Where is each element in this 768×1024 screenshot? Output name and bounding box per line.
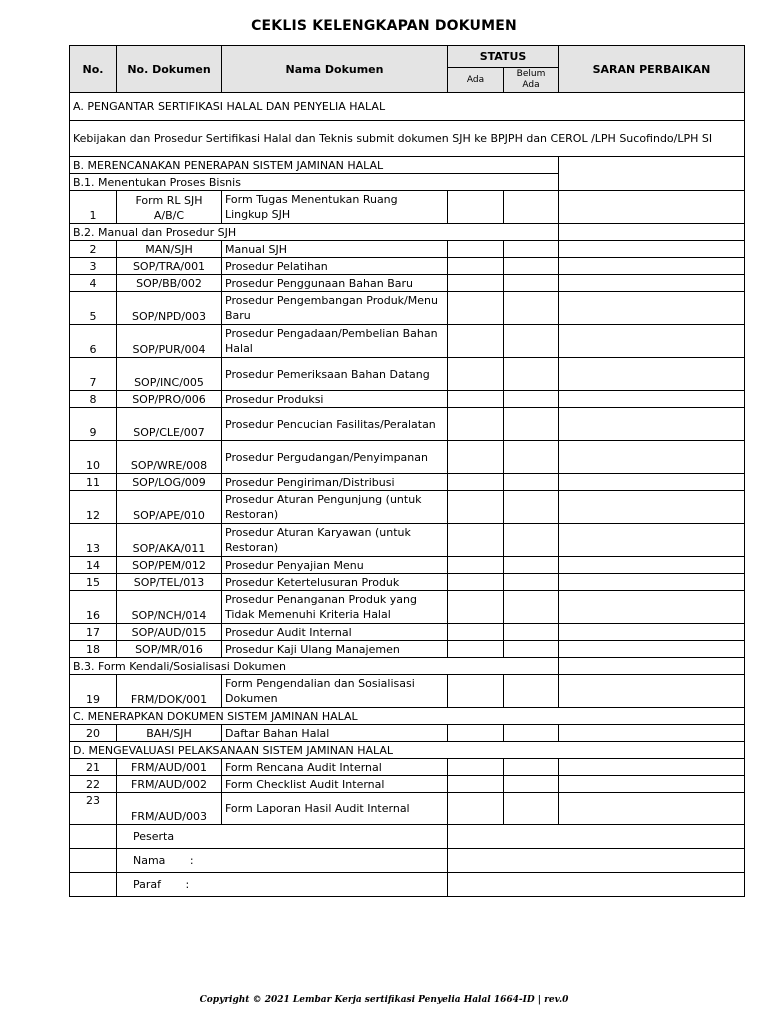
row-document-name: Prosedur Pemeriksaan Bahan Datang	[222, 358, 448, 391]
row-status-ada	[448, 191, 504, 224]
table-row	[70, 292, 745, 325]
row-status-belum-ada	[504, 241, 559, 258]
row-status-belum-ada	[504, 557, 559, 574]
table-row	[70, 191, 745, 224]
row-saran	[559, 391, 745, 408]
row-status-belum-ada	[504, 776, 559, 793]
row-status-belum-ada	[504, 358, 559, 391]
row-saran	[559, 641, 745, 658]
row-document-code: FRM/DOK/001	[117, 675, 222, 708]
row-document-name: Prosedur Kaji Ulang Manajemen	[222, 641, 448, 658]
signature-nama-blank	[70, 849, 117, 873]
table-row	[70, 491, 745, 524]
row-document-code: SOP/INC/005	[117, 358, 222, 391]
row-document-name: Prosedur Penggunaan Bahan Baru	[222, 275, 448, 292]
row-document-code: SOP/PRO/006	[117, 391, 222, 408]
row-document-name: Prosedur Pencucian Fasilitas/Peralatan	[222, 408, 448, 441]
row-status-ada	[448, 793, 504, 825]
row-status-ada	[448, 258, 504, 275]
table-row	[70, 725, 745, 742]
row-document-name: Form Pengendalian dan Sosialisasi Dokumen	[222, 675, 448, 708]
header-status: STATUS	[448, 46, 559, 68]
row-status-belum-ada	[504, 641, 559, 658]
section-d: D. MENGEVALUASI PELAKSANAAN SISTEM JAMINAN HALAL	[70, 742, 745, 759]
row-saran	[559, 524, 745, 557]
signature-paraf-value	[448, 873, 745, 897]
row-document-name: Prosedur Pelatihan	[222, 258, 448, 275]
row-number: 7	[70, 358, 117, 391]
row-document-name: Prosedur Pengiriman/Distribusi	[222, 474, 448, 491]
row-number: 11	[70, 474, 117, 491]
row-status-belum-ada	[504, 725, 559, 742]
row-saran	[559, 474, 745, 491]
row-document-code: Form RL SJH A/B/C	[117, 191, 222, 224]
row-number: 2	[70, 241, 117, 258]
row-document-name: Form Laporan Hasil Audit Internal	[222, 793, 448, 825]
row-status-ada	[448, 358, 504, 391]
row-status-belum-ada	[504, 675, 559, 708]
row-document-name: Prosedur Penanganan Produk yang Tidak Memenuhi Kriteria Halal	[222, 591, 448, 624]
row-status-ada	[448, 557, 504, 574]
header-nama-dokumen: Nama Dokumen	[222, 46, 448, 93]
row-status-ada	[448, 624, 504, 641]
row-status-ada	[448, 776, 504, 793]
row-status-ada	[448, 391, 504, 408]
row-saran	[559, 408, 745, 441]
row-status-belum-ada	[504, 275, 559, 292]
row-saran	[559, 759, 745, 776]
row-status-belum-ada	[504, 574, 559, 591]
section-c: C. MENERAPKAN DOKUMEN SISTEM JAMINAN HALAL	[70, 708, 745, 725]
checklist-table	[69, 45, 745, 897]
signature-peserta-value	[448, 825, 745, 849]
row-saran	[559, 624, 745, 641]
table-row	[70, 358, 745, 391]
row-status-ada	[448, 675, 504, 708]
row-number: 21	[70, 759, 117, 776]
row-status-belum-ada	[504, 408, 559, 441]
row-status-ada	[448, 408, 504, 441]
row-document-name: Prosedur Pengembangan Produk/Menu Baru	[222, 292, 448, 325]
row-document-code: MAN/SJH	[117, 241, 222, 258]
row-status-ada	[448, 641, 504, 658]
row-status-belum-ada	[504, 258, 559, 275]
row-document-code: SOP/AKA/011	[117, 524, 222, 557]
row-status-ada	[448, 491, 504, 524]
row-saran	[559, 491, 745, 524]
header-no-dokumen: No. Dokumen	[117, 46, 222, 93]
row-document-name: Prosedur Pengadaan/Pembelian Bahan Halal	[222, 325, 448, 358]
footer-copyright: Copyright © 2021 Lembar Kerja sertifikasi Penyelia Halal 1664-ID | rev.0	[199, 995, 569, 1005]
row-saran	[559, 591, 745, 624]
row-document-code: SOP/AUD/015	[117, 624, 222, 641]
row-number: 8	[70, 391, 117, 408]
page-title: CEKLIS KELENGKAPAN DOKUMEN	[251, 18, 517, 34]
row-number: 13	[70, 524, 117, 557]
row-status-belum-ada	[504, 391, 559, 408]
row-document-code: FRM/AUD/002	[117, 776, 222, 793]
row-status-belum-ada	[504, 591, 559, 624]
row-number: 6	[70, 325, 117, 358]
row-document-name: Prosedur Pergudangan/Penyimpanan	[222, 441, 448, 474]
row-document-code: SOP/BB/002	[117, 275, 222, 292]
row-number: 16	[70, 591, 117, 624]
row-status-ada	[448, 275, 504, 292]
row-number: 12	[70, 491, 117, 524]
signature-paraf-label: Paraf :	[117, 873, 448, 897]
subsection-b2: B.2. Manual dan Prosedur SJH	[70, 224, 559, 241]
table-row	[70, 675, 745, 708]
row-status-belum-ada	[504, 441, 559, 474]
row-number: 5	[70, 292, 117, 325]
table-row	[70, 574, 745, 591]
table-row	[70, 776, 745, 793]
table-row	[70, 591, 745, 624]
header-belum-ada: Belum Ada	[504, 68, 559, 93]
header-ada: Ada	[448, 68, 504, 93]
row-number: 23	[70, 793, 117, 825]
table-row	[70, 258, 745, 275]
subsection-b3-saran	[559, 658, 745, 675]
subsection-b2-saran	[559, 224, 745, 241]
row-document-code: SOP/PEM/012	[117, 557, 222, 574]
row-status-ada	[448, 574, 504, 591]
row-status-belum-ada	[504, 474, 559, 491]
signature-peserta-label: Peserta	[117, 825, 448, 849]
row-status-belum-ada	[504, 759, 559, 776]
section-a-note: Kebijakan dan Prosedur Sertifikasi Halal dan Teknis submit dokumen SJH ke BPJPH dan CEROL /LPH Sucofindo/LPH SI	[70, 121, 745, 157]
row-saran	[559, 574, 745, 591]
row-document-code: SOP/PUR/004	[117, 325, 222, 358]
row-status-ada	[448, 241, 504, 258]
row-status-ada	[448, 441, 504, 474]
row-status-ada	[448, 524, 504, 557]
table-row	[70, 759, 745, 776]
row-number: 14	[70, 557, 117, 574]
row-number: 19	[70, 675, 117, 708]
row-document-code: SOP/TEL/013	[117, 574, 222, 591]
row-document-code: SOP/WRE/008	[117, 441, 222, 474]
row-saran	[559, 258, 745, 275]
row-number: 10	[70, 441, 117, 474]
row-number: 20	[70, 725, 117, 742]
row-number: 15	[70, 574, 117, 591]
row-document-code: SOP/APE/010	[117, 491, 222, 524]
row-saran	[559, 275, 745, 292]
header-no: No.	[70, 46, 117, 93]
row-number: 22	[70, 776, 117, 793]
table-row	[70, 641, 745, 658]
row-number: 4	[70, 275, 117, 292]
signature-nama-value	[448, 849, 745, 873]
row-number: 9	[70, 408, 117, 441]
row-saran	[559, 191, 745, 224]
table-row	[70, 793, 745, 825]
table-row	[70, 524, 745, 557]
row-document-code: SOP/CLE/007	[117, 408, 222, 441]
row-number: 1	[70, 191, 117, 224]
table-row	[70, 624, 745, 641]
table-row	[70, 275, 745, 292]
row-document-name: Prosedur Audit Internal	[222, 624, 448, 641]
section-b-saran	[559, 157, 745, 191]
row-status-belum-ada	[504, 191, 559, 224]
row-document-code: SOP/TRA/001	[117, 258, 222, 275]
row-status-ada	[448, 325, 504, 358]
signature-peserta-blank	[70, 825, 117, 849]
table-row	[70, 557, 745, 574]
subsection-b1: B.1. Menentukan Proses Bisnis	[70, 174, 559, 191]
row-number: 3	[70, 258, 117, 275]
table-row	[70, 441, 745, 474]
row-document-name: Form Tugas Menentukan Ruang Lingkup SJH	[222, 191, 448, 224]
row-saran	[559, 292, 745, 325]
row-document-code: BAH/SJH	[117, 725, 222, 742]
signature-paraf-blank	[70, 873, 117, 897]
row-status-ada	[448, 591, 504, 624]
row-document-name: Prosedur Aturan Karyawan (untuk Restoran)	[222, 524, 448, 557]
table-row	[70, 408, 745, 441]
row-saran	[559, 776, 745, 793]
row-status-ada	[448, 292, 504, 325]
row-document-name: Prosedur Produksi	[222, 391, 448, 408]
row-document-name: Prosedur Penyajian Menu	[222, 557, 448, 574]
row-saran	[559, 725, 745, 742]
row-status-ada	[448, 759, 504, 776]
table-row	[70, 241, 745, 258]
table-row	[70, 391, 745, 408]
row-status-belum-ada	[504, 491, 559, 524]
row-document-code: SOP/NCH/014	[117, 591, 222, 624]
row-number: 18	[70, 641, 117, 658]
table-row	[70, 325, 745, 358]
row-document-code: SOP/LOG/009	[117, 474, 222, 491]
row-saran	[559, 557, 745, 574]
signature-nama-label: Nama :	[117, 849, 448, 873]
row-status-belum-ada	[504, 793, 559, 825]
row-saran	[559, 793, 745, 825]
row-saran	[559, 358, 745, 391]
row-document-code: FRM/AUD/001	[117, 759, 222, 776]
header-saran: SARAN PERBAIKAN	[559, 46, 745, 93]
row-document-code: SOP/NPD/003	[117, 292, 222, 325]
row-document-name: Manual SJH	[222, 241, 448, 258]
subsection-b3: B.3. Form Kendali/Sosialisasi Dokumen	[70, 658, 559, 675]
section-b: B. MERENCANAKAN PENERAPAN SISTEM JAMINAN HALAL	[70, 157, 559, 174]
row-document-name: Daftar Bahan Halal	[222, 725, 448, 742]
row-status-belum-ada	[504, 292, 559, 325]
row-status-belum-ada	[504, 325, 559, 358]
row-status-ada	[448, 474, 504, 491]
table-row	[70, 474, 745, 491]
row-status-belum-ada	[504, 624, 559, 641]
row-status-ada	[448, 725, 504, 742]
row-saran	[559, 325, 745, 358]
row-document-code: SOP/MR/016	[117, 641, 222, 658]
row-document-code: FRM/AUD/003	[117, 793, 222, 825]
row-saran	[559, 441, 745, 474]
row-status-belum-ada	[504, 524, 559, 557]
row-saran	[559, 675, 745, 708]
section-a: A. PENGANTAR SERTIFIKASI HALAL DAN PENYELIA HALAL	[70, 93, 745, 121]
row-document-name: Prosedur Aturan Pengunjung (untuk Restoran)	[222, 491, 448, 524]
row-document-name: Prosedur Ketertelusuran Produk	[222, 574, 448, 591]
row-number: 17	[70, 624, 117, 641]
row-saran	[559, 241, 745, 258]
row-document-name: Form Checklist Audit Internal	[222, 776, 448, 793]
row-document-name: Form Rencana Audit Internal	[222, 759, 448, 776]
